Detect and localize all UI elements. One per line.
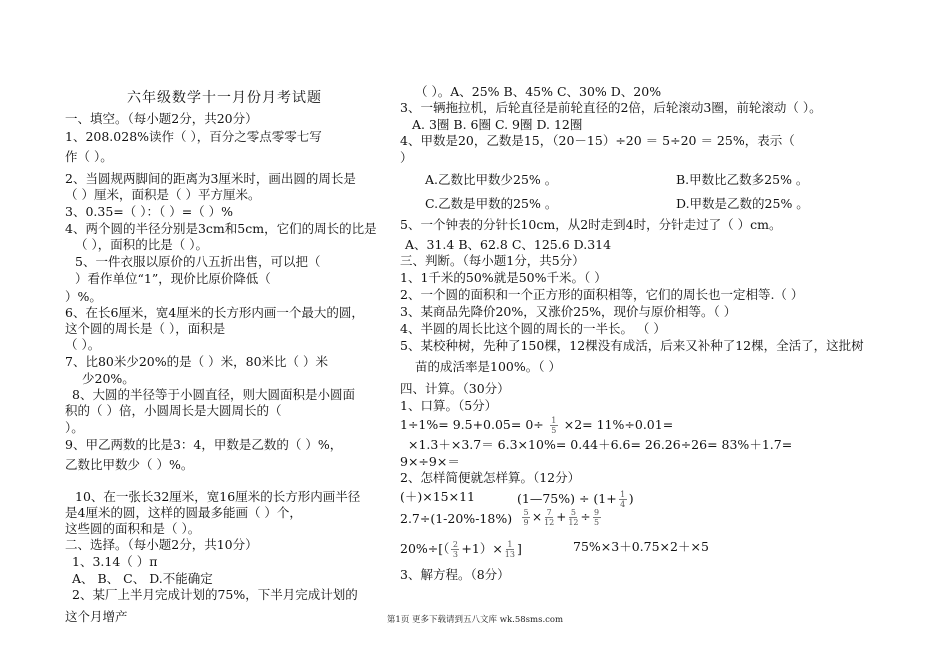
question-line: 1、3.14（ ）π [72, 554, 158, 569]
question-line: 3、一辆拖拉机，后轮直径是前轮直径的2倍，后轮滚动3圈，前轮滚动（ ）。 [400, 100, 822, 115]
question-line: 3、0.35=（ ）：（ ）=（ ）% [65, 204, 234, 219]
question-line: ）%。 [65, 289, 102, 304]
simplify-line: 20%÷[（ $\frac{2}{3}$ +1）× $\frac{1}{13}$ ] [400, 540, 522, 559]
question-line: 1、口算。（5分） [400, 398, 498, 413]
question-line: ）看作单位“1”，现价比原价降低（ [75, 271, 271, 286]
question-line: 作（ ）。 [65, 149, 113, 164]
question-line: ） [400, 150, 413, 165]
fraction: $\frac{9}{5}$ [594, 508, 600, 527]
question-line: 5、某校种树，先种了150棵，12棵没有成活，后来又补种了12棵，全活了，这批树 [400, 338, 864, 353]
option-b: B.甲数比乙数多25% 。 [676, 172, 809, 187]
fraction: $\frac{7}{12}$ [544, 508, 555, 527]
question-line: 3、某商品先降价20%，又涨价25%，现价与原价相等。（ ） [400, 304, 737, 319]
question-line: 6、在长6厘米，宽4厘米的长方形内画一个最大的圆， [65, 305, 364, 320]
question-line: 乙数比甲数少（ ）%。 [65, 457, 194, 472]
option-d: D.甲数是乙数的25% 。 [676, 196, 809, 211]
question-line: 7、比80米少20%的是（ ）米，80米比（ ）米 [65, 354, 328, 369]
question-line: 2、一个圆的面积和一个正方形的面积相等，它们的周长也一定相等.（ ） [400, 287, 804, 302]
fraction-expression: $\frac{5}{9}$ × $\frac{7}{12}$ + $\frac{5}{12}$ ÷ $\frac{9}{5}$ [523, 508, 600, 527]
question-line: 10、在一张长32厘米，宽16厘米的长方形内画半径 [75, 489, 361, 504]
exam-title: 六年级数学十一月份月考试题 [127, 90, 322, 106]
section-fill-heading: 一、填空。（每小题2分，共20分） [65, 111, 258, 126]
fraction: $\frac{1}{4}$ [620, 490, 626, 509]
question-line: A、31.4 B、62.8 C、125.6 D.314 [405, 237, 612, 252]
question-line: 苗的成活率是100%。（ ） [415, 359, 561, 374]
question-line: 积的（ ）倍，小圆周长是大圆周长的（ [65, 403, 282, 418]
question-line: 少20%。 [82, 371, 135, 386]
question-line: 1、1千米的50%就是50%千米。（ ） [400, 270, 607, 285]
section-equation-heading: 3、解方程。（8分） [400, 567, 510, 582]
question-line: 9、甲乙两数的比是3：4，甲数是乙数的（ ）%， [65, 437, 343, 452]
question-line: 4、甲数是20，乙数是15，（20－15）÷20 ＝ 5÷20 ＝ 25%，表示（ [400, 133, 795, 148]
question-line: 2、某厂上半月完成计划的75%，下半月完成计划的 [72, 587, 358, 602]
simplify-line: (1—75%) ÷ (1+ $\frac{1}{4}$ ) [517, 490, 634, 509]
simplify-line: 2.7÷(1-20%-18%) [400, 511, 513, 526]
section-judge-heading: 三、判断。（每小题1分，共5分） [400, 253, 585, 268]
question-line: 这个圆的周长是（ ），面积是 [65, 321, 226, 336]
fraction: $\frac{2}{3}$ [452, 540, 458, 559]
option-c: C.乙数是甲数的25% 。 [425, 196, 558, 211]
question-line: 这些圆的面积和是（ ）。 [65, 521, 201, 536]
question-line: 5、一个钟表的分针长10cm，从2时走到4时，分针走过了（ ）cm。 [400, 217, 782, 232]
simplify-line: (＋)×15×11 [400, 489, 476, 504]
question-line: 2、当圆规两脚间的距离为3厘米时，画出圆的周长是 [65, 171, 356, 186]
question-line: 5、一件衣服以原价的八五折出售，可以把（ [75, 254, 321, 269]
left-column [0, 0, 390, 671]
question-line: （ ）。A、25% B、45% C、30% D、20% [415, 84, 662, 99]
simplify-line: 75%×3＋0.75×2＋×5 [573, 539, 709, 554]
question-line: 4、两个圆的半径分别是3cm和5cm，它们的周长的比是 [65, 221, 377, 236]
option-a: A.乙数比甲数少25% 。 [425, 172, 558, 187]
section-choice-heading: 二、选择。（每小题2分，共10分） [65, 537, 258, 552]
question-line: 1、208.028%读作（ ），百分之零点零零七写 [65, 129, 322, 144]
question-line: 8、大圆的半径等于小圆直径，则大圆面积是小圆面 [72, 387, 355, 402]
page-footer: 第1页 更多下载请到五八文库 wk.58sms.com [386, 615, 564, 625]
fraction: $\frac{5}{12}$ [568, 508, 579, 527]
right-column [390, 0, 950, 671]
oral-calc-line: 9×÷9×＝ [400, 454, 460, 469]
oral-calc-line: 1÷1%= 9.5+0.05= 0÷ $\frac{1}{5}$ ×2= 11%÷0.01= [400, 416, 674, 435]
oral-calc-line: ×1.3＋×3.7＝ 6.3×10%= 0.44＋6.6= 26.26÷26= 83%＋1.7= [408, 437, 793, 452]
question-line: （ ）。 [65, 337, 101, 352]
question-line: 是4厘米的圆，这样的圆最多能画（ ）个， [65, 505, 302, 520]
question-line: A. 3圈 B. 6圈 C. 9圈 D. 12圈 [412, 117, 583, 132]
fraction: $\frac{5}{9}$ [523, 508, 529, 527]
question-line: 4、半圆的周长比这个圆的周长的一半长。 （ ） [400, 321, 666, 336]
subsection-heading: 2、怎样简便就怎样算。（12分） [400, 470, 581, 485]
fraction: $\frac{1}{5}$ [551, 416, 557, 435]
question-line: ）。 [65, 420, 84, 435]
question-line: 这个月增产 [65, 609, 128, 624]
fraction: $\frac{1}{13}$ [504, 540, 515, 559]
section-calc-heading: 四、计算。（30分） [400, 381, 510, 396]
question-line: A、 B、 C、 D.不能确定 [72, 571, 213, 586]
question-line: （ ）厘米，面积是（ ）平方厘米。 [65, 187, 261, 202]
question-line: （ ），面积的比是（ ）。 [75, 237, 208, 252]
